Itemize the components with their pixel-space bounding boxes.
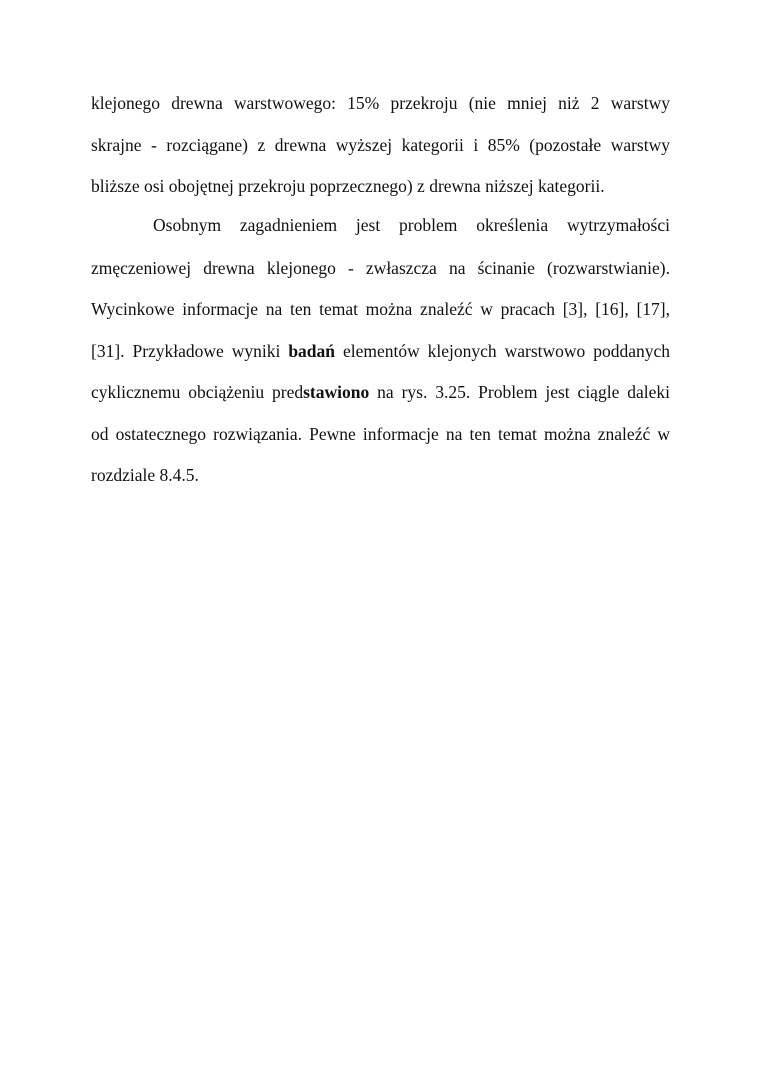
paragraph-2-line-5-text-a: cyklicznemu obciążeniu pred	[91, 382, 304, 402]
paragraph-2-line-4-text-a: [31]. Przykładowe wyniki	[91, 341, 289, 361]
paragraph-2-line-7: rozdziale 8.4.5.	[91, 465, 199, 485]
paragraph-2-line-5	[91, 381, 670, 403]
paragraph-2-line-3: Wycinkowe informacje na ten temat można znaleźć w pracach [3], [16], [17],	[91, 299, 670, 319]
bold-word-badan: badań	[288, 341, 336, 361]
paragraph-2-line-2: zmęczeniowej drewna klejonego - zwłaszcza na ścinanie (rozwarstwianie).	[91, 258, 670, 278]
bold-word-stawiono: stawiono	[303, 382, 370, 402]
paragraph-1-line-1: klejonego drewna warstwowego: 15% przekroju (nie mniej niż 2 warstwy	[91, 93, 670, 113]
paragraph-1-line-2: skrajne - rozciągane) z drewna wyższej kategorii i 85% (pozostałe warstwy	[91, 135, 670, 155]
paragraph-1-line-3: bliższe osi obojętnej przekroju poprzecznego) z drewna niższej kategorii.	[91, 176, 605, 196]
paragraph-2-line-4	[91, 340, 670, 362]
paragraph-2-line-5-text-b: na rys. 3.25. Problem jest ciągle daleki	[369, 382, 670, 402]
paragraph-2-line-1: Osobnym zagadnieniem jest problem określenia wytrzymałości	[153, 215, 670, 235]
paragraph-2-line-6: od ostatecznego rozwiązania. Pewne informacje na ten temat można znaleźć w	[91, 424, 670, 444]
paragraph-2-line-4-text-b: elementów klejonych warstwowo poddanych	[335, 341, 670, 361]
